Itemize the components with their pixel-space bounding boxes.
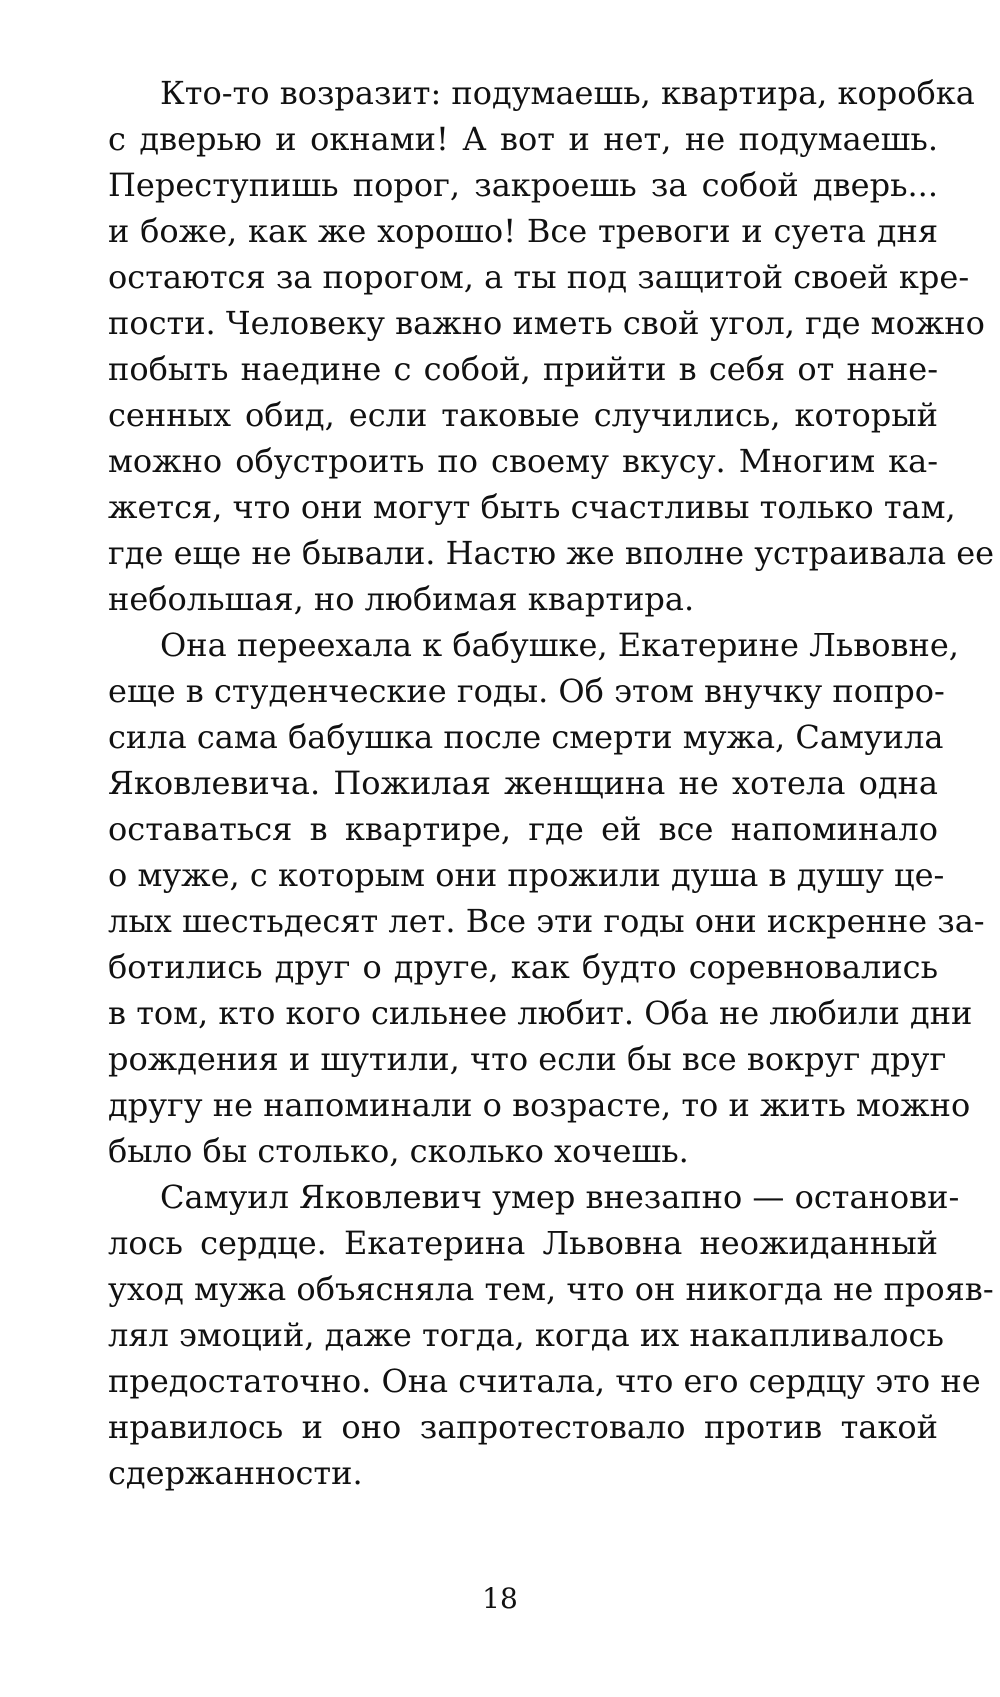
paragraph-3 (108, 1174, 994, 1496)
text-line: предостаточно. Она считала, что его сердцу это не (108, 1362, 981, 1400)
text-line: ботились друг о друге, как будто соревновались (108, 948, 938, 986)
text-line: сила сама бабушка после смерти мужа, Самуила (108, 718, 944, 756)
text-line: Яковлевича. Пожилая женщина не хотела одна (108, 764, 938, 802)
text-line: где еще не бывали. Настю же вполне устраивала ее (108, 534, 995, 572)
text-line: лось сердце. Екатерина Львовна неожиданный (108, 1224, 938, 1262)
text-line: в том, кто кого сильнее любит. Оба не любили дни (108, 994, 973, 1032)
text-line: сдержанности. (108, 1454, 363, 1492)
text-line: побыть наедине с собой, прийти в себя от нане- (108, 350, 938, 388)
text-line: нравилось и оно запротестовало против такой (108, 1408, 938, 1446)
text-line: другу не напоминали о возрасте, то и жить можно (108, 1086, 971, 1124)
page-number: 18 (482, 1582, 518, 1615)
text-line: Переступишь порог, закроешь за собой дверь... (108, 166, 938, 204)
text-line: остаются за порогом, а ты под защитой своей кре- (108, 258, 970, 296)
page-text (108, 70, 995, 1496)
text-line: лял эмоций, даже тогда, когда их накапливалось (108, 1316, 944, 1354)
text-line: рождения и шутили, что если бы все вокруг друг (108, 1040, 947, 1078)
text-line: Кто-то возразит: подумаешь, квартира, коробка (160, 74, 975, 112)
text-line: можно обустроить по своему вкусу. Многим ка- (108, 442, 938, 480)
text-line: о муже, с которым они прожили душа в душу це- (108, 856, 945, 894)
text-line: оставаться в квартире, где ей все напоминало (108, 810, 938, 848)
paragraph-2 (108, 622, 985, 1174)
text-line: сенных обид, если таковые случились, который (108, 396, 938, 434)
text-line: жется, что они могут быть счастливы только там, (108, 488, 956, 526)
text-line: было бы столько, сколько хочешь. (108, 1132, 689, 1170)
text-line: лых шестьдесят лет. Все эти годы они искренне за- (108, 902, 985, 940)
paragraph-1 (108, 70, 995, 622)
text-line: небольшая, но любимая квартира. (108, 580, 695, 618)
text-line: Она переехала к бабушке, Екатерине Львовне, (160, 626, 959, 664)
text-line: и боже, как же хорошо! Все тревоги и суета дня (108, 212, 938, 250)
text-line: уход мужа объясняла тем, что он никогда не прояв- (108, 1270, 994, 1308)
text-line: Самуил Яковлевич умер внезапно — останови- (160, 1178, 960, 1216)
text-line: еще в студенческие годы. Об этом внучку попро- (108, 672, 945, 710)
text-line: пости. Человеку важно иметь свой угол, где можно (108, 304, 985, 342)
text-line: с дверью и окнами! А вот и нет, не подумаешь. (108, 120, 938, 158)
